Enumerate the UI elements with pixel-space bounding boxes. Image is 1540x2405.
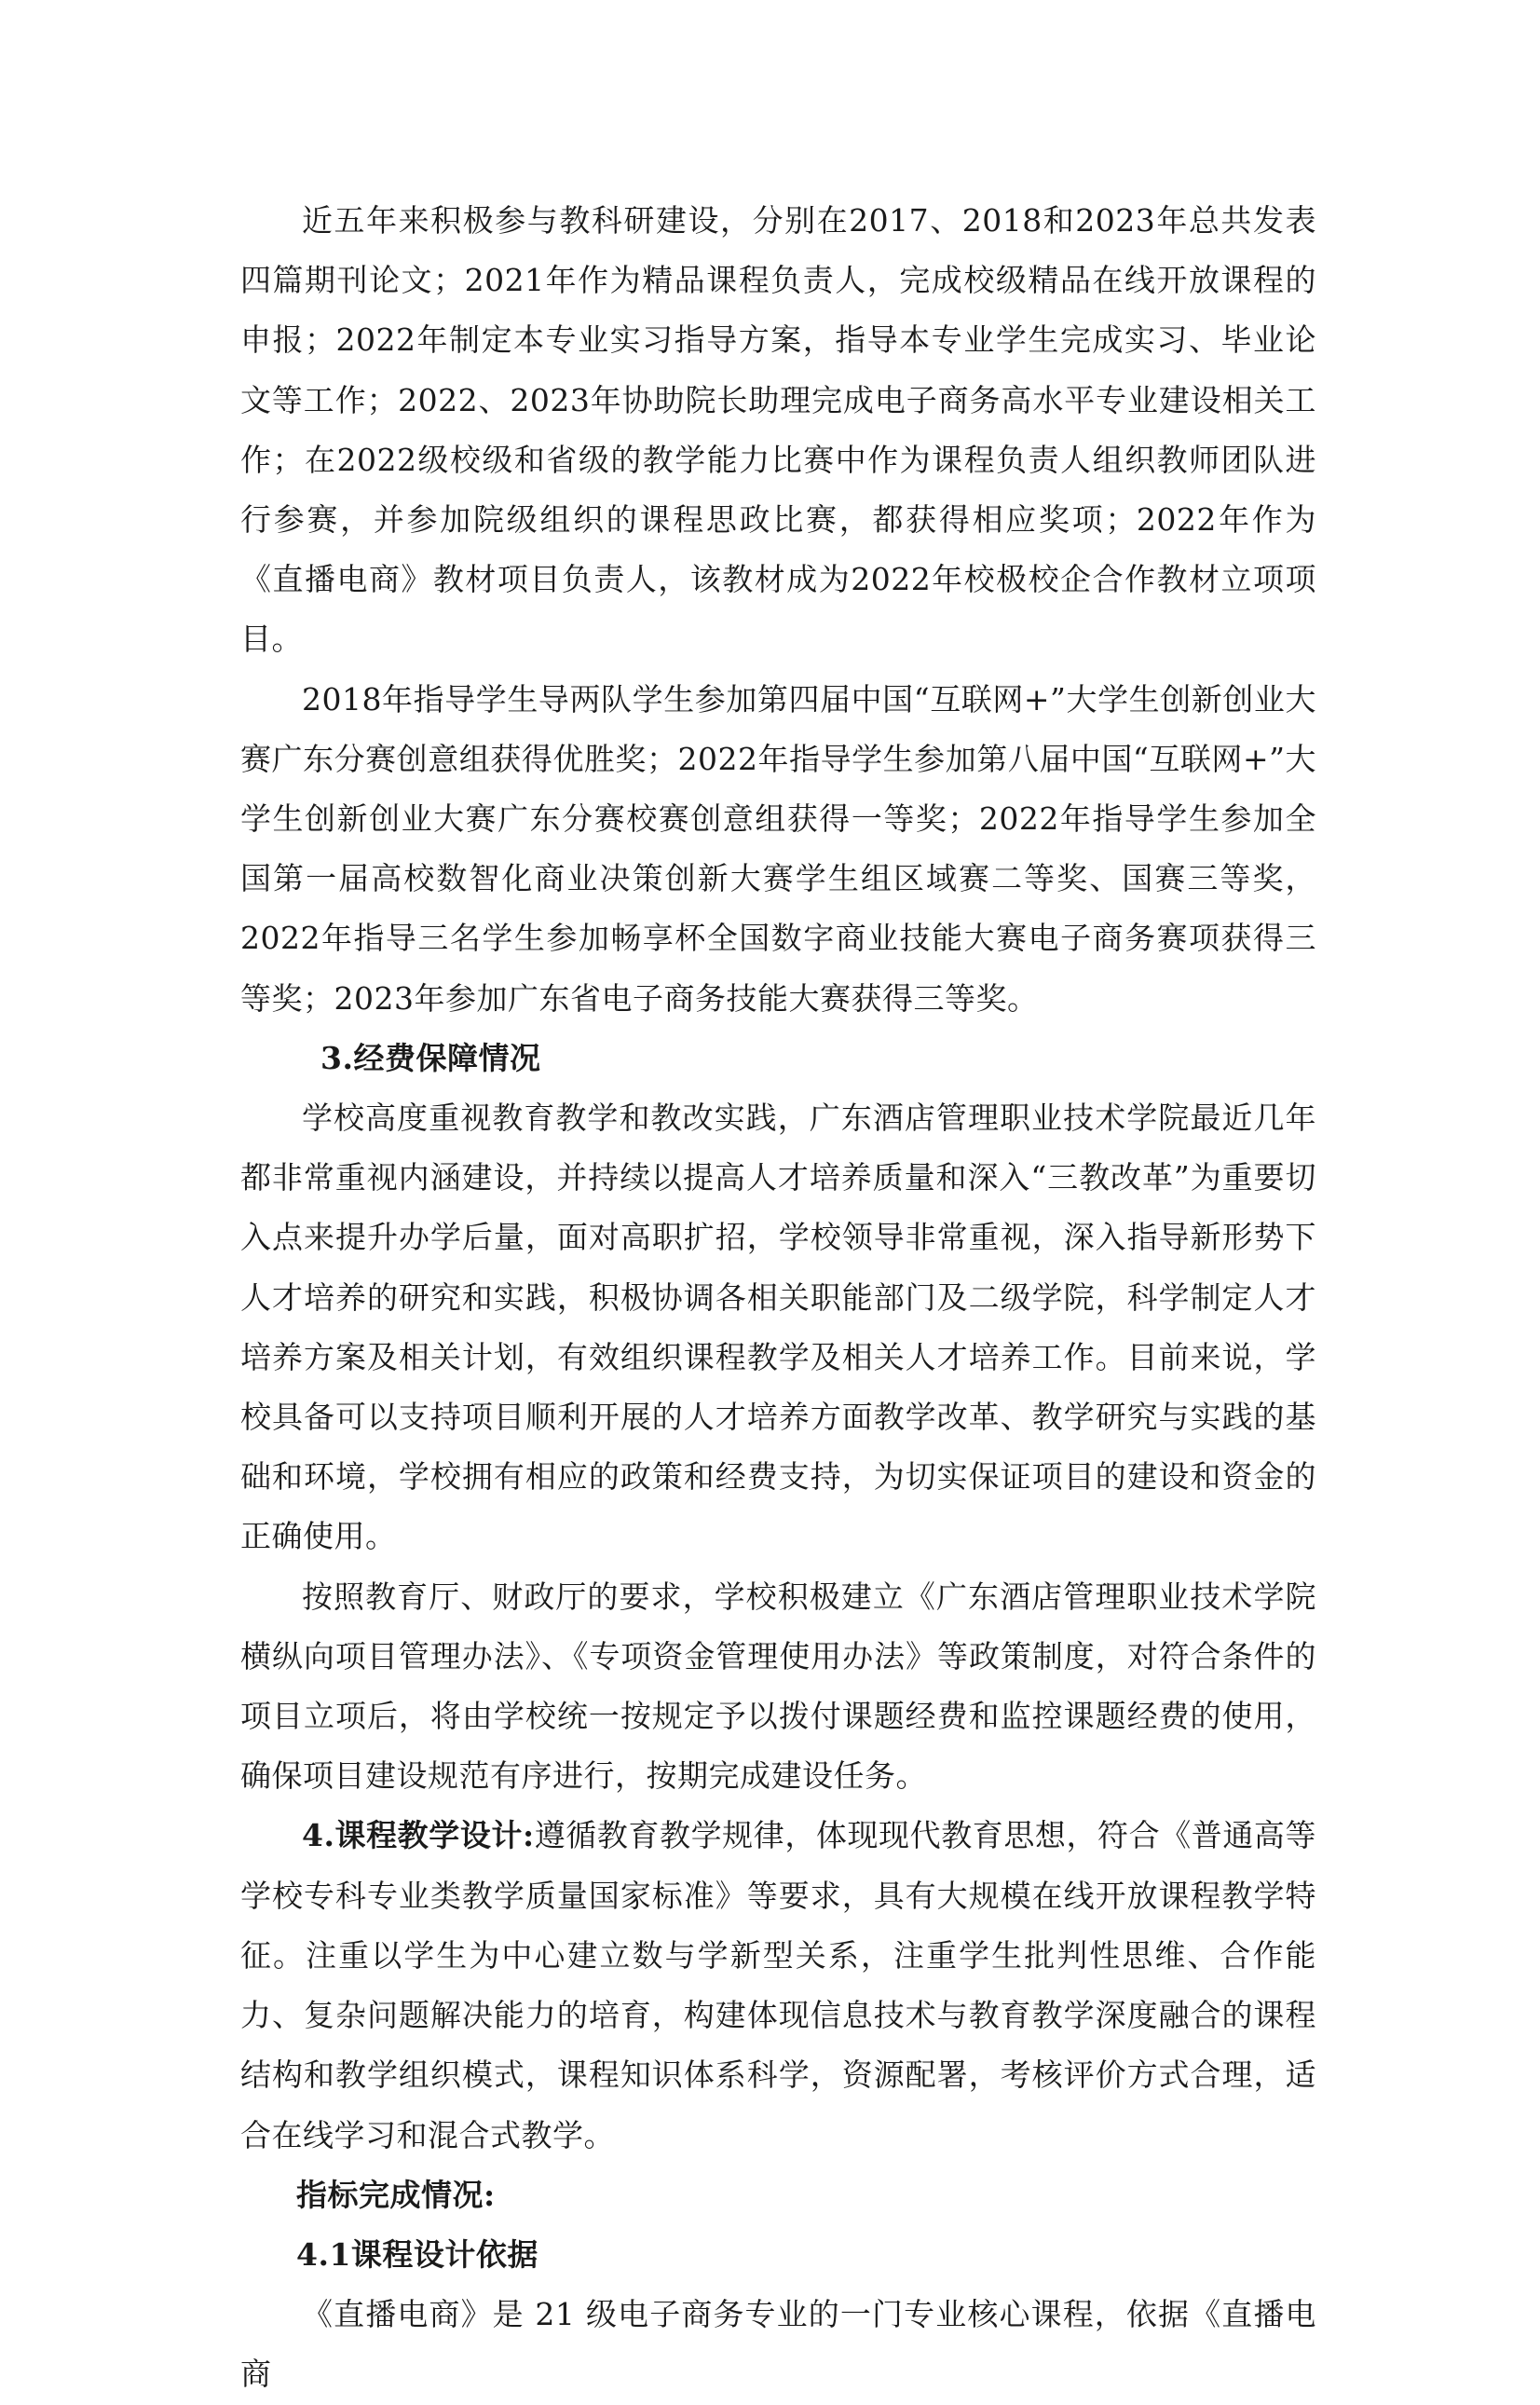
- section-heading-4-1: 4.1课程设计依据: [296, 2235, 538, 2273]
- paragraph-competitions: 2018年指导学生导两队学生参加第四届中国“互联网+”大学生创新创业大赛广东分赛创意组获得优胜奖；2022年指导学生参加第八届中国“互联网+”大学生创新创业大赛广东分赛校赛创意组获得一等奖；2022年指导学生参加全国第一届高校数智化商业决策创新大赛学生组区域赛二等奖、国赛三等奖，2022年指导三名学生参加畅享杯全国数字商业技能大赛电子商务赛项获得三等奖；2023年参加广东省电子商务技能大赛获得三等奖。: [240, 680, 1316, 1017]
- paragraph-course-design: [240, 1806, 1316, 2165]
- course-design-text: 遵循教育教学规律，体现现代教育思想，符合《普通高等学校专科专业类教学质量国家标准》等要求，具有大规模在线开放课程教学特征。注重以学生为中心建立数与学新型关系，注重学生批判性思维、合作能力、复杂问题解决能力的培育，构建体现信息技术与教育教学深度融合的课程结构和教学组织模式，课程知识体系科学，资源配署，考核评价方式合理，适合在线学习和混合式教学。: [240, 1817, 1316, 2153]
- indicator-heading: 指标完成情况:: [296, 2176, 496, 2213]
- section-heading-funding: 3.经费保障情况: [320, 1039, 541, 1076]
- paragraph-school-support: 学校高度重视教育教学和教改实践，广东酒店管理职业技术学院最近几年都非常重视内涵建设，并持续以提高人才培养质量和深入“三教改革”为重要切入点来提升办学后量，面对高职扩招，学校领导非常重视，深入指导新形势下人才培养的研究和实践，积极协调各相关职能部门及二级学院，科学制定人才培养方案及相关计划，有效组织课程教学及相关人才培养工作。目前来说，学校具备可以支持项目顺利开展的人才培养方面教学改革、教学研究与实践的基础和环境，学校拥有相应的政策和经费支持，为切实保证项目的建设和资金的正确使用。: [240, 1100, 1316, 1555]
- paragraph-research: 近五年来积极参与教科研建设，分别在2017、2018和2023年总共发表四篇期刊论文；2021年作为精品课程负责人，完成校级精品在线开放课程的申报；2022年制定本专业实习指导方案，指导本专业学生完成实习、毕业论文等工作；2022、2023年协助院长助理完成电子商务高水平专业建设相关工作；在2022级校级和省级的教学能力比赛中作为课程负责人组织教师团队进行参赛，并参加院级组织的课程思政比赛，都获得相应奖项；2022年作为《直播电商》教材项目负责人，该教材成为2022年校极校企合作教材立项项目。: [240, 202, 1316, 658]
- document-body: [240, 191, 1316, 2405]
- course-design-label: 4.课程教学设计:: [302, 1817, 535, 1854]
- paragraph-funding-policy: 按照教育厅、财政厅的要求，学校积极建立《广东酒店管理职业技术学院横纵向项目管理办法》、《专项资金管理使用办法》等政策制度，对符合条件的项目立项后，将由学校统一按规定予以拨付课题经费和监控课题经费的使用，确保项目建设规范有序进行，按期完成建设任务。: [240, 1578, 1316, 1795]
- paragraph-course-basis: 《直播电商》是 21 级电子商务专业的一门专业核心课程，依据《直播电商: [240, 2296, 1316, 2393]
